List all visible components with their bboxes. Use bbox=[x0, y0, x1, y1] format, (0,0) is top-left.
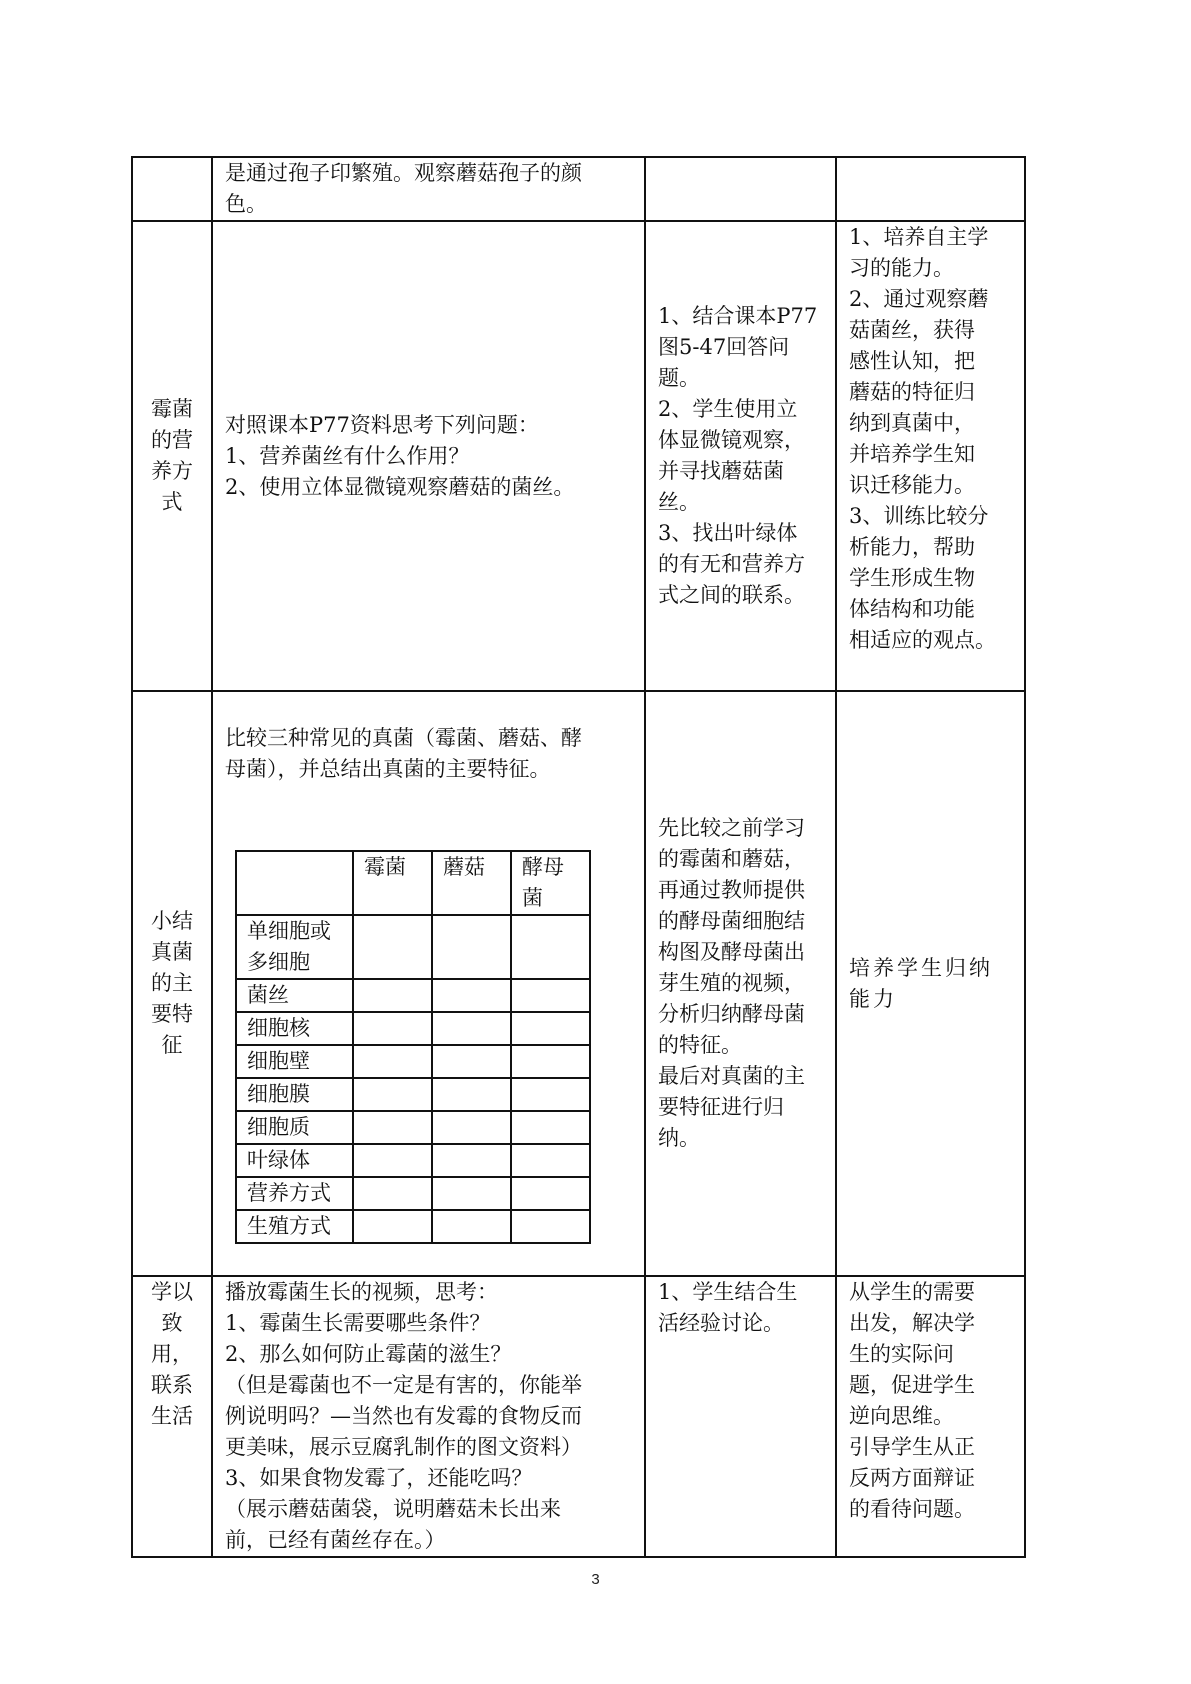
student-cell: 1、学生结合生 活经验讨论。 bbox=[645, 1276, 836, 1557]
comparison-row-label: 菌丝 bbox=[236, 979, 353, 1012]
content-cell: 播放霉菌生长的视频，思考： 1、霉菌生长需要哪些条件？ 2、那么如何防止霉菌的滋生？ （但是霉菌也不一定是有害的，你能举 例说明吗？—当然也有发霉的食物反而 更美味，展示豆腐乳制作的图文资料） 3、如果食物发霉了，还能吃吗？ （展示蘑菇菌袋，说明蘑菇未长出来 前，已经有菌丝存在。） bbox=[212, 1276, 645, 1557]
stage-cell: 学以 致 用， 联系 生活 bbox=[132, 1276, 212, 1557]
lesson-row bbox=[132, 1276, 1025, 1557]
comparison-row bbox=[236, 915, 590, 979]
stage-cell: 小结 真菌 的主 要特 征 bbox=[132, 691, 212, 1276]
comparison-row-label: 生殖方式 bbox=[236, 1210, 353, 1243]
comparison-cell bbox=[353, 1045, 432, 1078]
comparison-row bbox=[236, 1078, 590, 1111]
comparison-row-label: 细胞壁 bbox=[236, 1045, 353, 1078]
comparison-cell bbox=[353, 1012, 432, 1045]
stage-cell bbox=[132, 157, 212, 221]
comparison-cell bbox=[353, 1111, 432, 1144]
purpose-cell: 从学生的需要 出发，解决学 生的实际问 题，促进学生 逆向思维。 引导学生从正 反两方面辩证 的看待问题。 bbox=[836, 1276, 1025, 1557]
lesson-row bbox=[132, 221, 1025, 691]
comparison-cell bbox=[432, 1177, 511, 1210]
page-number: 3 bbox=[591, 1571, 600, 1588]
comparison-cell bbox=[432, 1045, 511, 1078]
comparison-header-cell bbox=[236, 851, 353, 915]
comparison-cell bbox=[511, 979, 590, 1012]
comparison-header-cell: 霉菌 bbox=[353, 851, 432, 915]
comparison-cell bbox=[353, 979, 432, 1012]
fungi-comparison-table bbox=[235, 850, 591, 1244]
stage-cell: 霉菌 的营 养方 式 bbox=[132, 221, 212, 691]
comparison-cell bbox=[511, 1045, 590, 1078]
lesson-row bbox=[132, 691, 1025, 1276]
comparison-row bbox=[236, 1210, 590, 1243]
comparison-cell bbox=[353, 915, 432, 979]
comparison-header-cell: 酵母 菌 bbox=[511, 851, 590, 915]
content-cell: 对照课本P77资料思考下列问题： 1、营养菌丝有什么作用？ 2、使用立体显微镜观察蘑菇的菌丝。 bbox=[212, 221, 645, 691]
comparison-row bbox=[236, 1177, 590, 1210]
comparison-cell bbox=[432, 1144, 511, 1177]
comparison-row-label: 叶绿体 bbox=[236, 1144, 353, 1177]
comparison-cell bbox=[432, 1012, 511, 1045]
comparison-cell bbox=[353, 1078, 432, 1111]
comparison-cell bbox=[511, 1111, 590, 1144]
comparison-cell bbox=[432, 1210, 511, 1243]
comparison-row bbox=[236, 979, 590, 1012]
purpose-cell: 1、培养自主学 习的能力。 2、通过观察蘑 菇菌丝，获得 感性认知，把 蘑菇的特征归 纳到真菌中， 并培养学生知 识迁移能力。 3、训练比较分 析能力，帮助 学生形成生物 体结构和功能 相适应的观点。 bbox=[836, 221, 1025, 691]
comparison-header-row bbox=[236, 851, 590, 915]
comparison-cell bbox=[432, 979, 511, 1012]
comparison-row-label: 细胞质 bbox=[236, 1111, 353, 1144]
comparison-cell bbox=[511, 1012, 590, 1045]
comparison-cell bbox=[511, 915, 590, 979]
comparison-row-label: 细胞核 bbox=[236, 1012, 353, 1045]
comparison-cell bbox=[511, 1144, 590, 1177]
lesson-row bbox=[132, 157, 1025, 221]
student-cell: 1、结合课本P77 图5-47回答问 题。 2、学生使用立 体显微镜观察， 并寻找蘑菇菌 丝。 3、找出叶绿体 的有无和营养方 式之间的联系。 bbox=[645, 221, 836, 691]
content-cell bbox=[212, 691, 645, 1276]
comparison-row-label: 营养方式 bbox=[236, 1177, 353, 1210]
comparison-cell bbox=[511, 1210, 590, 1243]
comparison-cell bbox=[432, 1111, 511, 1144]
comparison-cell bbox=[511, 1078, 590, 1111]
comparison-cell bbox=[511, 1177, 590, 1210]
comparison-cell bbox=[353, 1177, 432, 1210]
comparison-row bbox=[236, 1111, 590, 1144]
comparison-instruction: 比较三种常见的真菌（霉菌、蘑菇、酵 母菌），并总结出真菌的主要特征。 bbox=[225, 726, 582, 781]
content-cell: 是通过孢子印繁殖。观察蘑菇孢子的颜 色。 bbox=[212, 157, 645, 221]
comparison-row bbox=[236, 1144, 590, 1177]
comparison-cell bbox=[432, 915, 511, 979]
comparison-row bbox=[236, 1012, 590, 1045]
comparison-row bbox=[236, 1045, 590, 1078]
comparison-cell bbox=[353, 1144, 432, 1177]
purpose-cell: 培养学生归纳 能力 bbox=[836, 691, 1025, 1276]
lesson-plan-table bbox=[131, 156, 1026, 1558]
purpose-cell bbox=[836, 157, 1025, 221]
comparison-cell bbox=[432, 1078, 511, 1111]
comparison-row-label: 单细胞或 多细胞 bbox=[236, 915, 353, 979]
student-cell bbox=[645, 157, 836, 221]
student-cell: 先比较之前学习 的霉菌和蘑菇， 再通过教师提供 的酵母菌细胞结 构图及酵母菌出 芽生殖的视频， 分析归纳酵母菌 的特征。 最后对真菌的主 要特征进行归 纳。 bbox=[645, 691, 836, 1276]
comparison-cell bbox=[353, 1210, 432, 1243]
comparison-header-cell: 蘑菇 bbox=[432, 851, 511, 915]
comparison-row-label: 细胞膜 bbox=[236, 1078, 353, 1111]
